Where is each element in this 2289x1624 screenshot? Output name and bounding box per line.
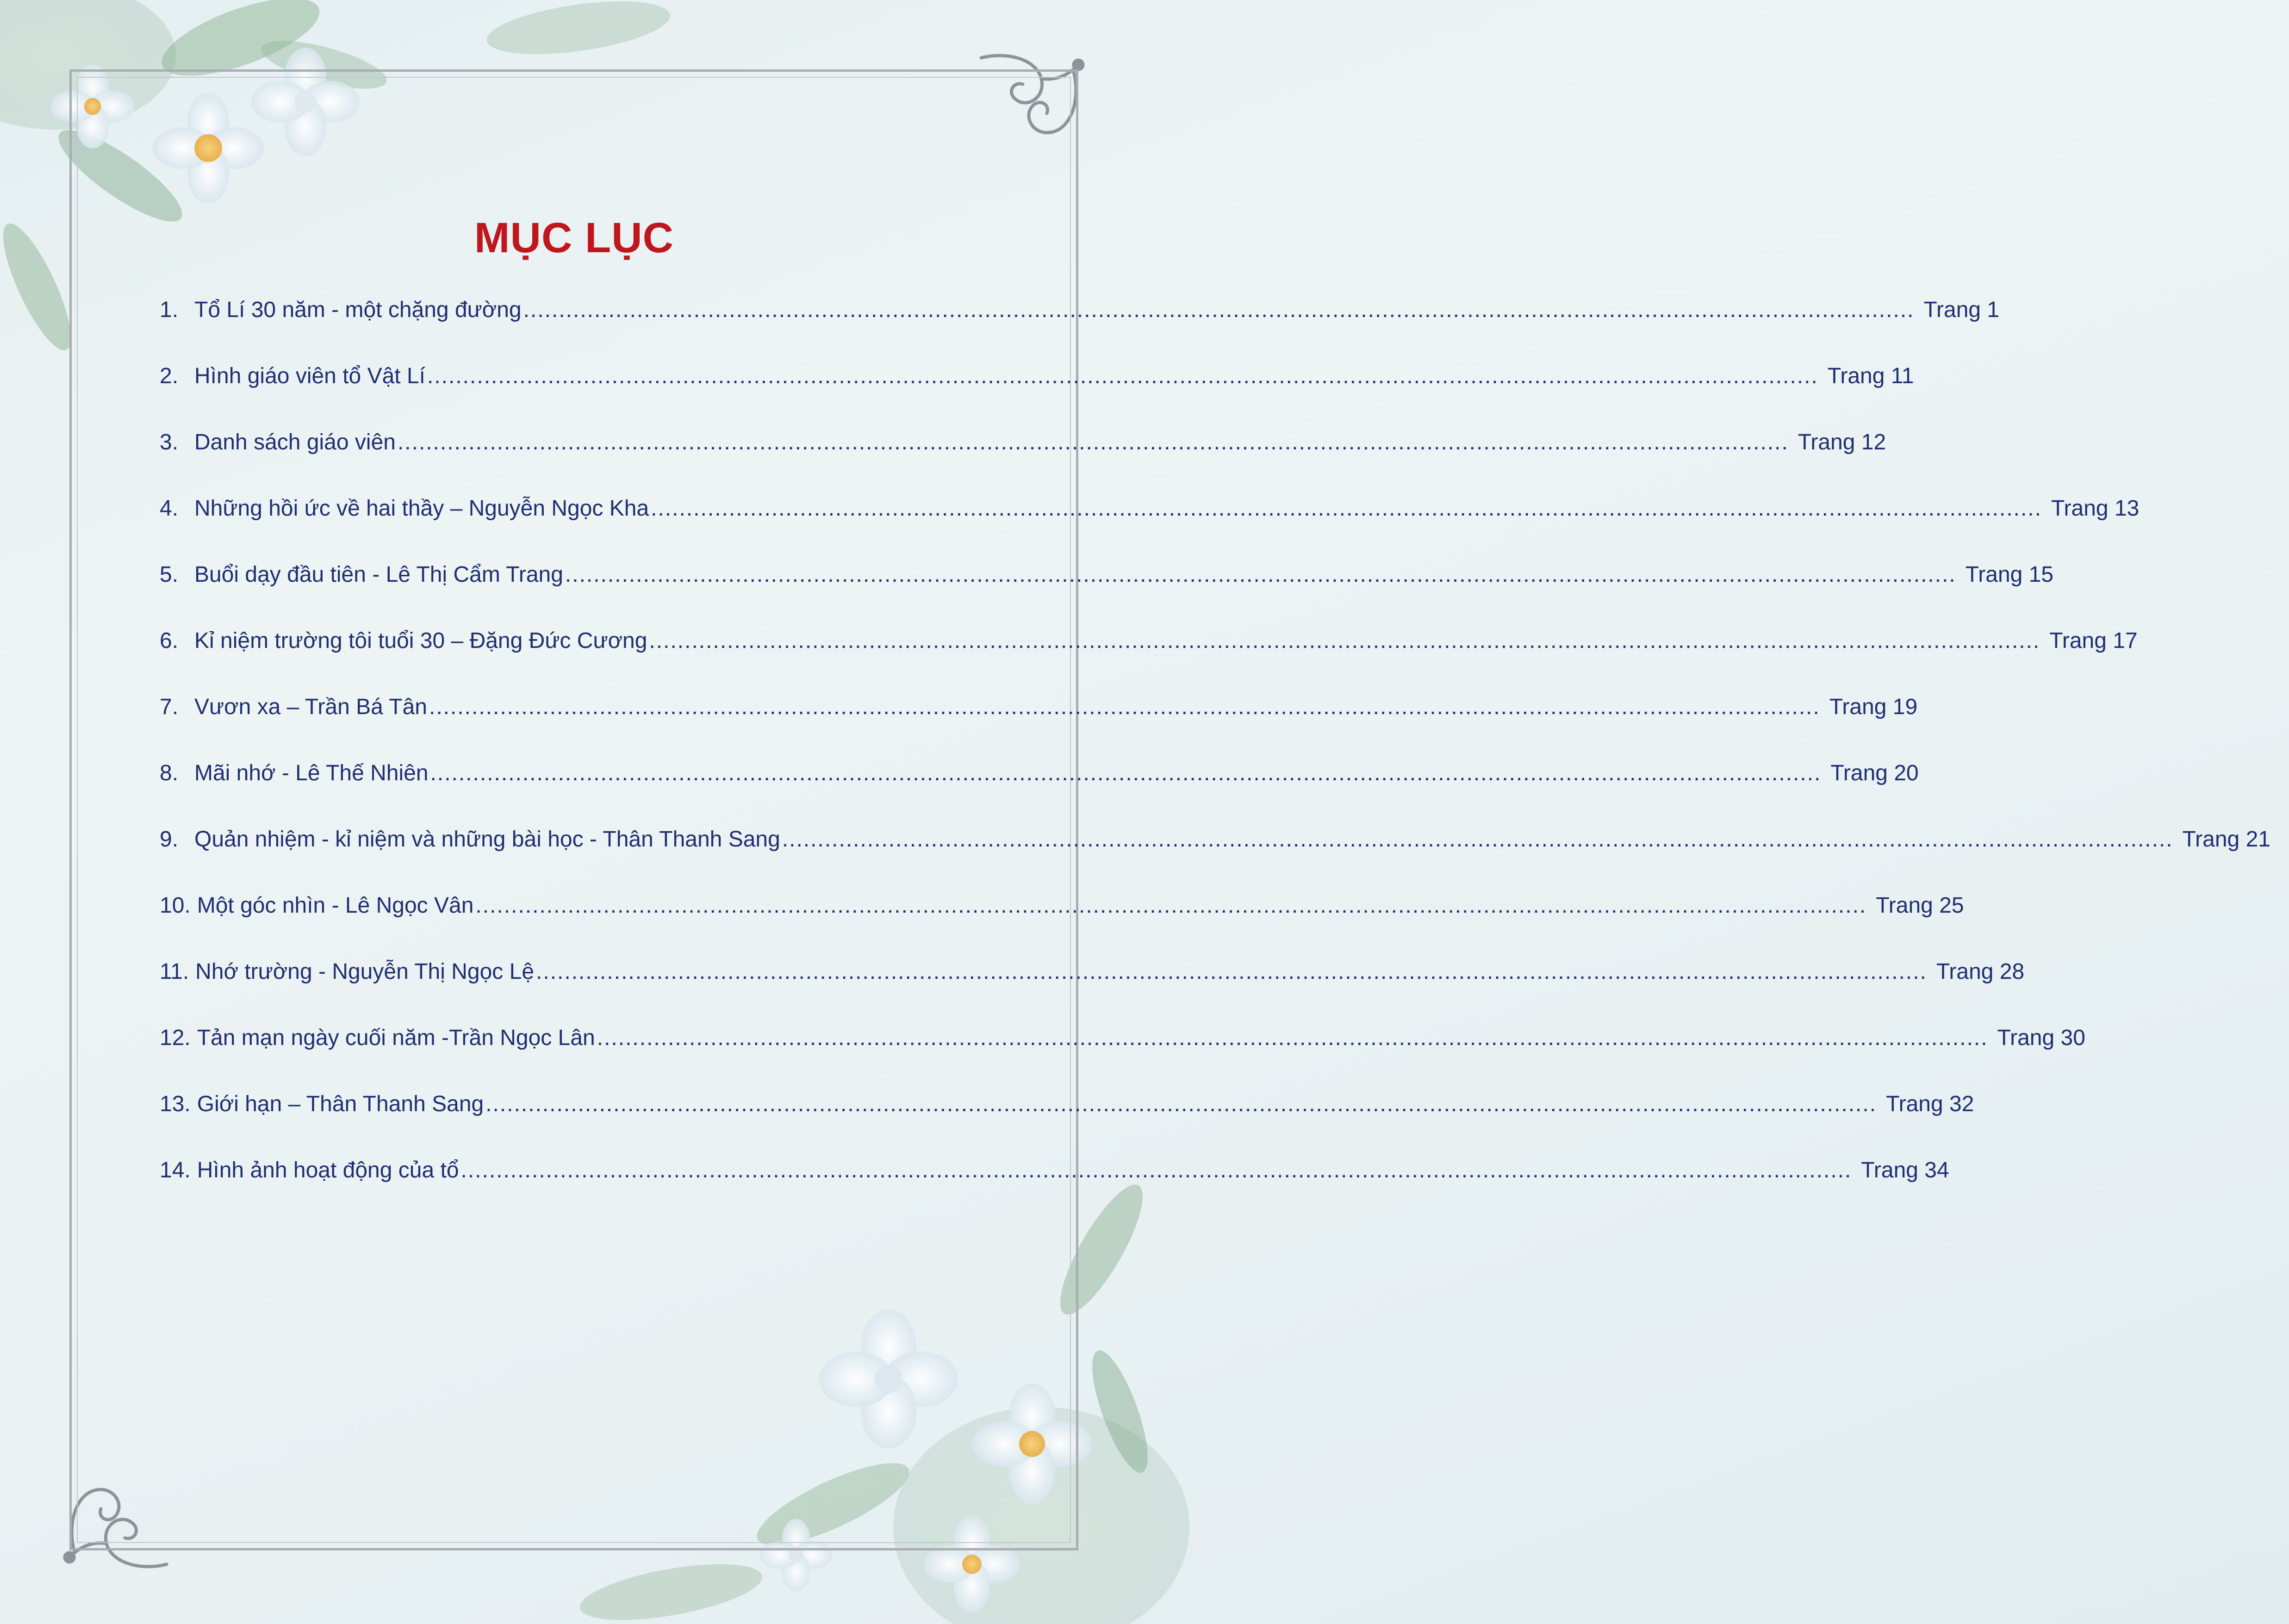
toc-entry[interactable] <box>160 953 2025 1020</box>
toc-entry[interactable] <box>160 292 2000 358</box>
toc-entry[interactable] <box>160 821 2270 887</box>
toc-dot-leader: .................................................................................................................................................................................................... <box>429 695 1820 719</box>
toc-entry-page: Trang 15 <box>1965 562 2054 587</box>
toc-entry[interactable] <box>160 358 1914 424</box>
toc-entry-number: 2. <box>160 364 179 388</box>
toc-entry-title: Tổ Lí 30 năm - một chặng đường <box>194 298 522 322</box>
toc-entry-title: Vươn xa – Trần Bá Tân <box>194 695 427 719</box>
toc-entry[interactable] <box>160 1086 1974 1152</box>
toc-entry-number: 1. <box>160 298 179 322</box>
toc-entry[interactable] <box>160 1152 1949 1218</box>
toc-entry-number: 9. <box>160 827 179 852</box>
toc-entry-page: Trang 20 <box>1830 761 1919 785</box>
toc-dot-leader: .................................................................................................................................................................................................... <box>460 1158 1852 1182</box>
toc-entry-title: Những hồi ức về hai thầy – Nguyễn Ngọc Kha <box>194 496 649 521</box>
toc-entry-page: Trang 17 <box>2049 628 2138 653</box>
toc-entry[interactable] <box>160 556 2054 622</box>
toc-entry-title: Nhớ trường - Nguyễn Thị Ngọc Lệ <box>195 959 535 984</box>
toc-entry-page: Trang 13 <box>2051 496 2140 521</box>
toc-entry-title: Hình giáo viên tổ Vật Lí <box>194 364 425 388</box>
toc-entry-number: 12. <box>160 1026 191 1050</box>
toc-entry-title: Danh sách giáo viên <box>194 430 396 454</box>
toc-entry[interactable] <box>160 490 2140 556</box>
toc-entry-page: Trang 30 <box>1997 1026 2085 1050</box>
toc-entry-number: 6. <box>160 628 179 653</box>
toc-entry-number: 14. <box>160 1158 191 1182</box>
toc-entry-title: Kỉ niệm trường tôi tuổi 30 – Đặng Đức Cương <box>194 628 647 653</box>
toc-dot-leader: .................................................................................................................................................................................................... <box>782 827 2173 852</box>
toc-dot-leader: .................................................................................................................................................................................................... <box>523 298 1915 322</box>
toc-entry-page: Trang 21 <box>2182 827 2270 852</box>
toc-dot-leader: .................................................................................................................................................................................................... <box>485 1092 1877 1116</box>
toc-entry-number: 8. <box>160 761 179 785</box>
toc-entry-number: 4. <box>160 496 179 521</box>
table-of-contents <box>160 292 2270 1218</box>
toc-entry[interactable] <box>160 622 2138 689</box>
toc-dot-leader: .................................................................................................................................................................................................... <box>475 893 1867 918</box>
toc-entry-page: Trang 11 <box>1827 364 1914 388</box>
toc-entry[interactable] <box>160 689 1918 755</box>
toc-entry-title: Tản mạn ngày cuối năm -Trần Ngọc Lân <box>197 1026 595 1050</box>
toc-entry-page: Trang 34 <box>1861 1158 1949 1182</box>
toc-entry-title: Mãi nhớ - Lê Thế Nhiên <box>194 761 429 785</box>
toc-entry-title: Quản nhiệm - kỉ niệm và những bài học - Thân Thanh Sang <box>194 827 780 852</box>
toc-entry-number: 5. <box>160 562 179 587</box>
toc-dot-leader: .................................................................................................................................................................................................... <box>427 364 1818 388</box>
toc-dot-leader: .................................................................................................................................................................................................... <box>430 761 1822 785</box>
toc-entry[interactable] <box>160 424 1886 490</box>
toc-dot-leader: .................................................................................................................................................................................................... <box>565 562 1956 587</box>
toc-entry-number: 11. <box>160 959 189 984</box>
toc-entry-number: 10. <box>160 893 191 918</box>
toc-entry-title: Buổi dạy đầu tiên - Lê Thị Cẩm Trang <box>194 562 563 587</box>
toc-entry[interactable] <box>160 887 1964 953</box>
toc-entry-title: Giới hạn – Thân Thanh Sang <box>197 1092 484 1116</box>
toc-entry-page: Trang 28 <box>1936 959 2025 984</box>
toc-entry[interactable] <box>160 1020 2085 1086</box>
toc-entry[interactable] <box>160 755 1919 821</box>
toc-entry-number: 7. <box>160 695 179 719</box>
toc-entry-page: Trang 25 <box>1876 893 1964 918</box>
toc-dot-leader: .................................................................................................................................................................................................... <box>597 1026 1988 1050</box>
toc-entry-title: Một góc nhìn - Lê Ngọc Vân <box>197 893 474 918</box>
toc-dot-leader: .................................................................................................................................................................................................... <box>651 496 2042 521</box>
toc-entry-page: Trang 32 <box>1886 1092 1974 1116</box>
toc-dot-leader: .................................................................................................................................................................................................... <box>397 430 1789 454</box>
toc-entry-page: Trang 1 <box>1923 298 2000 322</box>
toc-entry-page: Trang 19 <box>1829 695 1918 719</box>
toc-dot-leader: .................................................................................................................................................................................................... <box>536 959 1927 984</box>
toc-entry-number: 13. <box>160 1092 191 1116</box>
page-title: MỤC LỤC <box>474 214 674 261</box>
toc-entry-title: Hình ảnh hoạt động của tổ <box>197 1158 459 1182</box>
toc-entry-number: 3. <box>160 430 179 454</box>
toc-entry-page: Trang 12 <box>1798 430 1886 454</box>
toc-dot-leader: .................................................................................................................................................................................................... <box>649 628 2040 653</box>
